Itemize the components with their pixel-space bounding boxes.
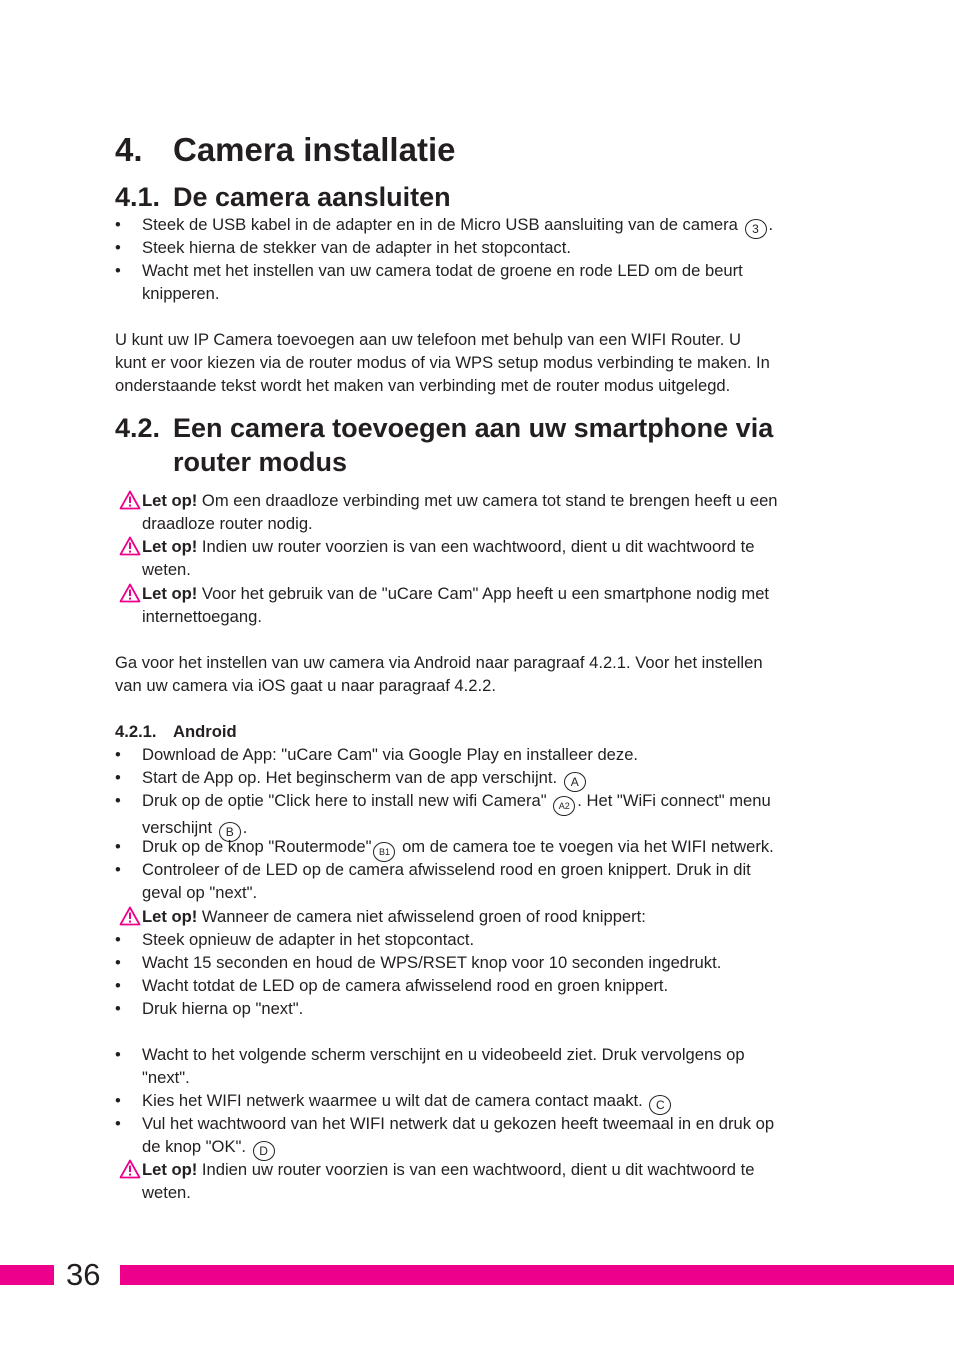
bullet-icon: •: [115, 745, 121, 764]
bullet-icon: •: [115, 860, 121, 879]
text: De camera aansluiten: [173, 182, 451, 212]
warning-icon: [119, 1159, 141, 1179]
heading-number: 4.1.: [115, 182, 161, 212]
text: . Het "WiFi connect" menu: [577, 791, 771, 810]
text: Kies het WIFI netwerk waarmee u wilt dat de camera contact maakt.: [142, 1091, 648, 1110]
text: Download de App: "uCare Cam" via Google Play en installeer deze.: [142, 745, 639, 764]
figure-reference-badge: A2: [553, 796, 575, 816]
text: weten.: [142, 560, 191, 580]
text: .: [242, 818, 248, 837]
bullet-icon: •: [115, 1091, 121, 1110]
text: internettoegang.: [142, 607, 262, 627]
text-line: [115, 674, 854, 697]
text-line: [115, 259, 854, 282]
footer-bar-right: [120, 1265, 954, 1285]
text: Start de App op. Het beginscherm van de app verschijnt.: [142, 768, 562, 787]
text-line: [115, 130, 854, 170]
bullet-item: [115, 951, 854, 974]
text: Een camera toevoegen aan uw smartphone via: [173, 413, 774, 443]
text-line: [115, 328, 854, 351]
bullet-item: [115, 928, 854, 951]
text-line: [115, 489, 854, 512]
text-line: [115, 858, 854, 881]
text-line: [115, 928, 854, 951]
text-line: [115, 1066, 854, 1089]
text-line: [115, 720, 854, 743]
bullet-icon: •: [115, 1114, 121, 1133]
text: .: [768, 215, 774, 234]
bullet-icon: •: [115, 999, 121, 1018]
text-line: [115, 651, 854, 674]
text: Om een draadloze verbinding met uw camera tot stand te brengen heeft u een: [197, 491, 778, 510]
bullet-item: [115, 858, 854, 904]
text: Vul het wachtwoord van het WIFI netwerk dat u gekozen heeft tweemaal in en druk op: [142, 1114, 775, 1133]
text-line: [115, 558, 854, 581]
text-line: [115, 512, 854, 535]
text-line: [115, 180, 854, 214]
text: Druk hierna op "next".: [142, 999, 304, 1018]
text: Wanneer de camera niet afwisselend groen of rood knippert:: [197, 907, 646, 926]
text: Wacht to het volgende scherm verschijnt en u videobeeld ziet. Druk vervolgens op: [142, 1045, 745, 1064]
text: Druk op de knop "Routermode": [142, 837, 372, 856]
bullet-icon: •: [115, 837, 121, 856]
section-heading: [115, 411, 854, 479]
text-line: [115, 743, 854, 766]
text: Controleer of de LED op de camera afwisselend rood en groen knippert. Druk in dit: [142, 860, 751, 879]
figure-reference-badge: B: [219, 822, 241, 842]
text-line: [115, 1181, 854, 1204]
text: Indien uw router voorzien is van een wachtwoord, dient u dit wachtwoord te: [197, 1160, 755, 1179]
text: Wacht totdat de LED op de camera afwisselend rood en groen knippert.: [142, 976, 669, 995]
warning-note: [115, 1158, 854, 1204]
text-line: [115, 1112, 854, 1135]
figure-reference-badge: C: [649, 1095, 671, 1115]
text-line: [115, 445, 854, 479]
text: draadloze router nodig.: [142, 514, 313, 534]
warning-note: [115, 535, 854, 581]
bullet-icon: •: [115, 261, 121, 280]
text: verschijnt: [142, 818, 217, 837]
bullet-icon: •: [115, 976, 121, 995]
text: onderstaande tekst wordt het maken van verbinding met de router modus uitgelegd.: [115, 376, 731, 396]
text-line: [115, 951, 854, 974]
text-line: [115, 974, 854, 997]
warning-note: [115, 582, 854, 628]
text-line: [115, 881, 854, 904]
bullet-icon: •: [115, 791, 121, 810]
figure-reference-badge: 3: [745, 219, 767, 239]
text: U kunt uw IP Camera toevoegen aan uw telefoon met behulp van een WIFI Router. U: [115, 330, 742, 349]
paragraph: [115, 651, 854, 697]
text: Android: [173, 722, 237, 741]
text: router modus: [173, 447, 348, 477]
text: Steek de USB kabel in de adapter en in de Micro USB aansluiting van de camera: [142, 215, 743, 234]
text: Ga voor het instellen van uw camera via Android naar paragraaf 4.2.1. Voor het instellen: [115, 653, 763, 672]
text: Steek hierna de stekker van de adapter in het stopcontact.: [142, 238, 571, 257]
text: Steek opnieuw de adapter in het stopcontact.: [142, 930, 475, 949]
text-line: [115, 605, 854, 628]
warning-icon: [119, 906, 141, 926]
bullet-icon: •: [115, 215, 121, 234]
text-line: [115, 411, 854, 445]
text: geval op "next".: [142, 883, 258, 903]
text-line: [115, 1043, 854, 1066]
text: kunt er voor kiezen via de router modus of via WPS setup modus verbinding te maken. In: [115, 353, 770, 373]
text: Druk op de optie "Click here to install new wifi Camera": [142, 791, 552, 810]
bullet-icon: •: [115, 1045, 121, 1064]
bullet-item: [115, 236, 854, 259]
text-line: [115, 582, 854, 605]
text: de knop "OK".: [142, 1137, 251, 1157]
text: knipperen.: [142, 284, 220, 304]
bullet-item: [115, 743, 854, 766]
text-line: [115, 236, 854, 259]
text: "next".: [142, 1068, 190, 1088]
heading-number: 4.: [115, 131, 143, 168]
bullet-item: [115, 259, 854, 305]
paragraph: [115, 328, 854, 397]
bullet-icon: •: [115, 953, 121, 972]
bullet-item: [115, 974, 854, 997]
warning-label: Let op!: [142, 907, 198, 926]
text-line: [115, 351, 854, 374]
text-line: [115, 789, 854, 816]
warning-label: Let op!: [142, 491, 198, 510]
bullet-icon: •: [115, 930, 121, 949]
text: Wacht 15 seconden en houd de WPS/RSET knop voor 10 seconden ingedrukt.: [142, 953, 722, 972]
warning-label: Let op!: [142, 537, 198, 556]
warning-label: Let op!: [142, 1160, 198, 1179]
bullet-icon: •: [115, 238, 121, 257]
heading-number: 4.2.1.: [115, 722, 157, 741]
text-line: [115, 374, 854, 397]
chapter-heading: [115, 130, 854, 170]
text: Wacht met het instellen van uw camera todat de groene en rode LED om de beurt: [142, 261, 743, 280]
text: van uw camera via iOS gaat u naar paragraaf 4.2.2.: [115, 676, 496, 696]
figure-reference-badge: B1: [373, 842, 395, 862]
bullet-item: [115, 1112, 854, 1161]
text-line: [115, 997, 854, 1020]
text-line: [115, 905, 854, 928]
text-line: [115, 535, 854, 558]
text: Camera installatie: [173, 131, 456, 168]
text: Indien uw router voorzien is van een wachtwoord, dient u dit wachtwoord te: [197, 537, 755, 556]
warning-icon: [119, 583, 141, 603]
figure-reference-badge: A: [564, 772, 586, 792]
heading-number: 4.2.: [115, 413, 161, 443]
text: Voor het gebruik van de "uCare Cam" App heeft u een smartphone nodig met: [197, 584, 770, 603]
subsection-heading: [115, 720, 854, 743]
page-number: 36: [66, 1257, 101, 1292]
bullet-item: [115, 1043, 854, 1089]
warning-label: Let op!: [142, 584, 198, 603]
text: om de camera toe te voegen via het WIFI netwerk.: [397, 837, 774, 856]
warning-note: [115, 489, 854, 535]
warning-icon: [119, 536, 141, 556]
text: weten.: [142, 1183, 191, 1203]
footer-bar-left: [0, 1265, 54, 1285]
text-line: [115, 1158, 854, 1181]
bullet-item: [115, 997, 854, 1020]
figure-reference-badge: D: [253, 1141, 275, 1161]
bullet-icon: •: [115, 768, 121, 787]
section-heading: [115, 180, 854, 214]
warning-icon: [119, 490, 141, 510]
text-line: [115, 282, 854, 305]
warning-note: [115, 905, 854, 928]
